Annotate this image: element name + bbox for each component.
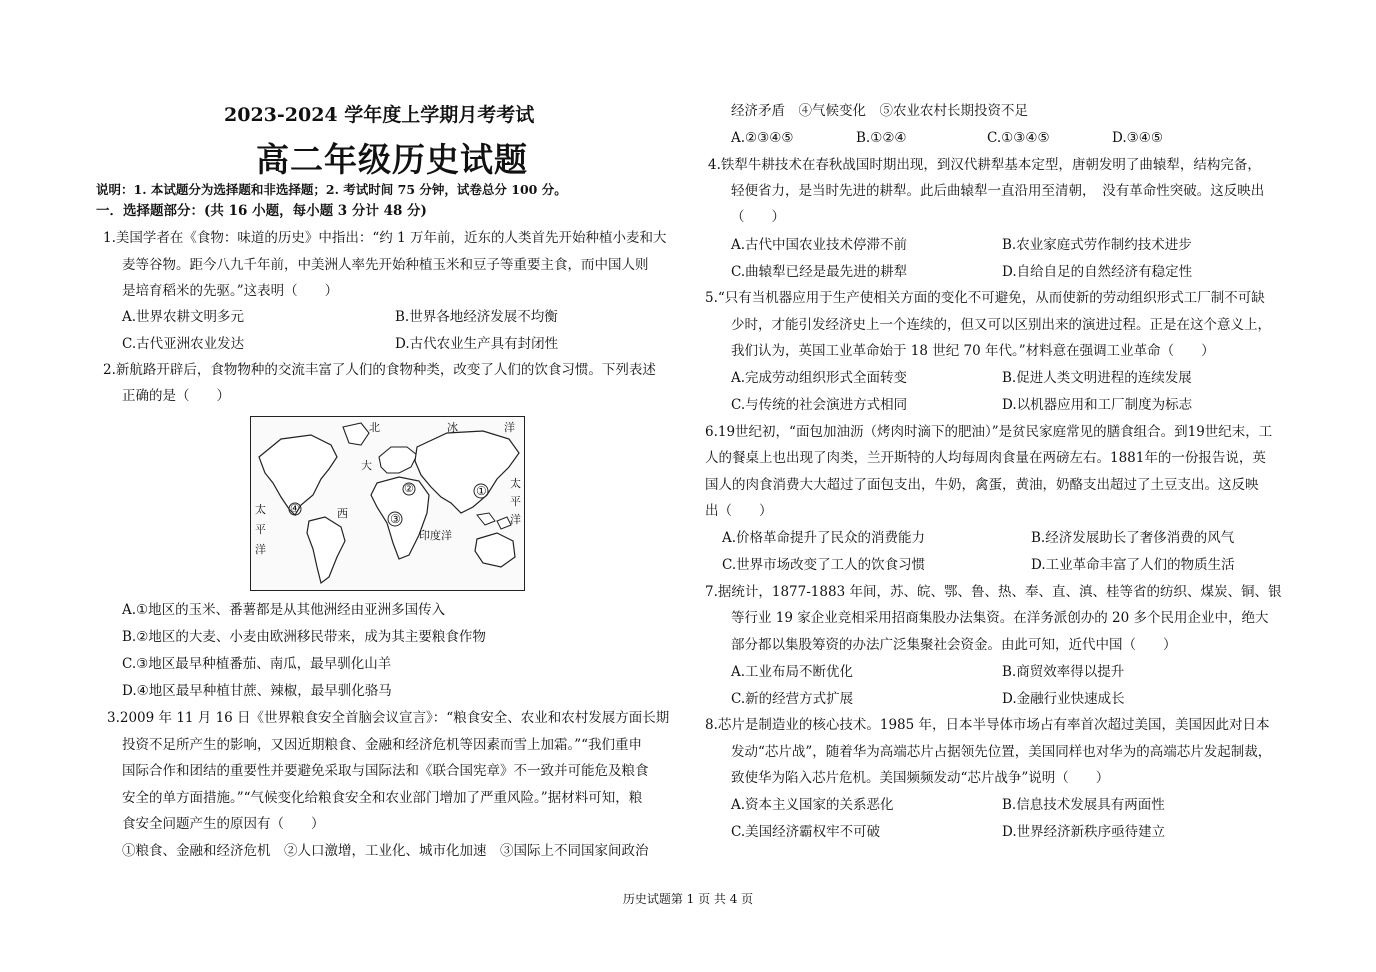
map-label-big: 大: [361, 459, 372, 472]
q7-option-d[interactable]: D.金融行业快速成长: [1002, 691, 1125, 707]
map-label-pacific-right: 平: [510, 495, 521, 508]
q1-stem-line: 1.美国学者在《食物：味道的历史》中指出：“约 1 万年前，近东的人类首先开始种植小麦和大: [103, 230, 667, 246]
q8-option-b[interactable]: B.信息技术发展具有两面性: [1002, 797, 1165, 813]
q6-stem-line: 6.19世纪初，“面包加油沥（烤肉时滴下的肥油）”是贫民家庭常见的膳食组合。到19世纪末，工: [705, 424, 1273, 440]
q6-stem-line: 国人的肉食消费大大超过了面包支出，牛奶，禽蛋，黄油，奶酪支出超过了土豆支出。这反映: [705, 477, 1259, 493]
page-footer: 历史试题第 1 页 共 4 页: [622, 892, 754, 906]
map-marker-3: ③: [390, 512, 401, 526]
q4-stem-line: 轻便省力，是当时先进的耕犁。此后曲辕犁一直沿用至清朝， 没有革命性突破。这反映出: [731, 183, 1265, 199]
q7-stem-line: 7.据统计，1877-1883 年间，苏、皖、鄂、鲁、热、奉、直、滇、桂等省的纺织、煤炭、铜、银: [705, 584, 1282, 600]
q1-option-a[interactable]: A.世界农耕文明多元: [122, 309, 245, 325]
q8-stem-line: 致使华为陷入芯片危机。美国频频发动“芯片战争”说明（ ）: [731, 770, 1110, 786]
q6-stem-line: 出（ ）: [705, 503, 773, 519]
q5-option-d[interactable]: D.以机器应用和工厂制度为标志: [1002, 397, 1193, 413]
q4-option-a[interactable]: A.古代中国农业技术停滞不前: [731, 237, 908, 253]
q3-stem-line: 国际合作和团结的重要性并要避免采取与国际法和《联合国宪章》不一致并可能危及粮食: [122, 763, 649, 779]
q5-stem-line: 5.“只有当机器应用于生产使相关方面的变化不可避免，从而使新的劳动组织形式工厂制不可缺: [705, 290, 1265, 306]
q2-stem-line: 2.新航路开辟后，食物物种的交流丰富了人们的食物种类，改变了人们的饮食习惯。下列表述: [103, 362, 656, 378]
q8-stem-line: 发动“芯片战”，随着华为高端芯片占据领先位置，美国同样也对华为的高端芯片发起制裁，: [731, 744, 1272, 760]
q7-stem-line: 等行业 19 家企业竞相采用招商集股办法集资。在洋务派创办的 20 多个民用企业中，绝大: [731, 610, 1269, 626]
q2-option-c[interactable]: C.③地区最早种植番茄、南瓜，最早驯化山羊: [122, 656, 392, 672]
q5-option-b[interactable]: B.促进人类文明进程的连续发展: [1002, 370, 1192, 386]
q5-option-a[interactable]: A.完成劳动组织形式全面转变: [731, 370, 908, 386]
map-label-pacific-left: 平: [255, 523, 266, 536]
q5-option-c[interactable]: C.与传统的社会演进方式相同: [731, 397, 908, 413]
q5-stem-line: 我们认为，英国工业革命始于 18 世纪 70 年代。”材料意在强调工业革命（ ）: [731, 343, 1215, 359]
map-label-ice: 冰: [447, 421, 458, 434]
q8-stem-line: 8.芯片是制造业的核心技术。1985 年，日本半导体市场占有率首次超过美国，美国因此对日本: [705, 717, 1270, 733]
section-heading: 一．选择题部分：(共 16 小题，每小题 3 分计 48 分): [96, 203, 427, 219]
q7-option-a[interactable]: A.工业布局不断优化: [731, 664, 854, 680]
q4-option-b[interactable]: B.农业家庭式劳作制约技术进步: [1002, 237, 1192, 253]
q1-option-b[interactable]: B.世界各地经济发展不均衡: [395, 309, 558, 325]
q8-option-c[interactable]: C.美国经济霸权牢不可破: [731, 824, 881, 840]
q1-option-c[interactable]: C.古代亚洲农业发达: [122, 336, 245, 352]
map-marker-2: ②: [404, 482, 414, 495]
q3-option-c[interactable]: C.①③④⑤: [987, 130, 1050, 146]
q2-option-a[interactable]: A.①地区的玉米、番薯都是从其他洲经由亚洲多国传入: [122, 602, 446, 618]
q3-stem-line: 安全的单方面措施。”“气候变化给粮食安全和农业部门增加了严重风险。”据材料可知，粮: [122, 790, 643, 806]
q3-stem-line: 经济矛盾 ④气候变化 ⑤农业农村长期投资不足: [731, 103, 1028, 119]
q3-option-d[interactable]: D.③④⑤: [1112, 130, 1163, 146]
map-label-pacific-left: 洋: [255, 543, 266, 556]
q3-stem-line: 食安全问题产生的原因有（ ）: [122, 816, 325, 832]
q6-option-c[interactable]: C.世界市场改变了工人的饮食习惯: [722, 557, 926, 573]
q2-option-d[interactable]: D.④地区最早种植甘蔗、辣椒，最早驯化骆马: [122, 683, 392, 699]
map-label-north: 北: [369, 421, 380, 434]
q3-option-a[interactable]: A.②③④⑤: [731, 130, 794, 146]
q7-option-c[interactable]: C.新的经营方式扩展: [731, 691, 854, 707]
q4-option-c[interactable]: C.曲辕犁已经是最先进的耕犁: [731, 264, 908, 280]
q6-option-b[interactable]: B.经济发展助长了奢侈消费的风气: [1031, 530, 1235, 546]
q8-option-a[interactable]: A.资本主义国家的关系恶化: [731, 797, 894, 813]
q8-option-d[interactable]: D.世界经济新秩序亟待建立: [1002, 824, 1166, 840]
map-label-pacific-left: 太: [255, 503, 266, 516]
q1-stem-line: 是培育稻米的先驱。”这表明（ ）: [122, 283, 339, 299]
q4-stem-line: 4.铁犁牛耕技术在春秋战国时期出现，到汉代耕犁基本定型，唐朝发明了曲辕犁，结构完备，: [708, 157, 1261, 173]
q7-stem-line: 部分都以集股筹资的办法广泛集聚社会资金。由此可知，近代中国（ ）: [731, 637, 1177, 653]
q6-option-a[interactable]: A.价格革命提升了民众的消费能力: [722, 530, 926, 546]
q4-stem-line: （ ）: [731, 209, 785, 225]
q5-stem-line: 少时，才能引发经济史上一个连续的，但又可以区别出来的演进过程。正是在这个意义上，: [731, 317, 1271, 333]
q7-option-b[interactable]: B.商贸效率得以提升: [1002, 664, 1125, 680]
q2-stem-line: 正确的是（ ）: [122, 388, 230, 404]
map-marker-1: ①: [476, 484, 487, 498]
q3-stem-line: ①粮食、金融和经济危机 ②人口激增，工业化、城市化加速 ③国际上不同国家间政治: [122, 843, 649, 859]
q1-option-d[interactable]: D.古代农业生产具有封闭性: [395, 336, 559, 352]
map-label-pacific-right: 太: [510, 477, 521, 490]
q3-option-b[interactable]: B.①②④: [856, 130, 907, 146]
subject-title: 高二年级历史试题: [256, 140, 528, 179]
world-map: [250, 416, 525, 591]
q3-stem-line: 投资不足所产生的影响，又因近期粮食、金融和经济危机等因素而雪上加霜。”“我们重申: [122, 737, 643, 753]
q6-option-d[interactable]: D.工业革命丰富了人们的物质生活: [1031, 557, 1235, 573]
q6-stem-line: 人的餐桌上也出现了肉类，兰开斯特的人均每周肉食量在两磅左右。1881年的一份报告说，英: [705, 450, 1266, 466]
map-marker-4: ④: [290, 502, 300, 515]
q1-stem-line: 麦等谷物。距今八九千年前，中美洲人率先开始种植玉米和豆子等重要主食，而中国人则: [122, 257, 649, 273]
exam-note: 说明：1. 本试题分为选择题和非选择题；2. 考试时间 75 分钟，试卷总分 100 分。: [96, 182, 567, 197]
q3-stem-line: 3.2009 年 11 月 16 日《世界粮食安全首脑会议宣言》：“粮食安全、农业和农村发展方面长期: [107, 710, 670, 726]
map-label-indian-ocean: 印度洋: [419, 529, 452, 542]
q4-option-d[interactable]: D.自给自足的自然经济有稳定性: [1002, 264, 1193, 280]
map-label-west: 西: [337, 507, 348, 520]
map-label-ocean: 洋: [504, 421, 515, 434]
q2-option-b[interactable]: B.②地区的大麦、小麦由欧洲移民带来，成为其主要粮食作物: [122, 629, 486, 645]
exam-title: 2023-2024 学年度上学期月考考试: [224, 104, 535, 126]
map-label-pacific-right: 洋: [510, 513, 521, 526]
